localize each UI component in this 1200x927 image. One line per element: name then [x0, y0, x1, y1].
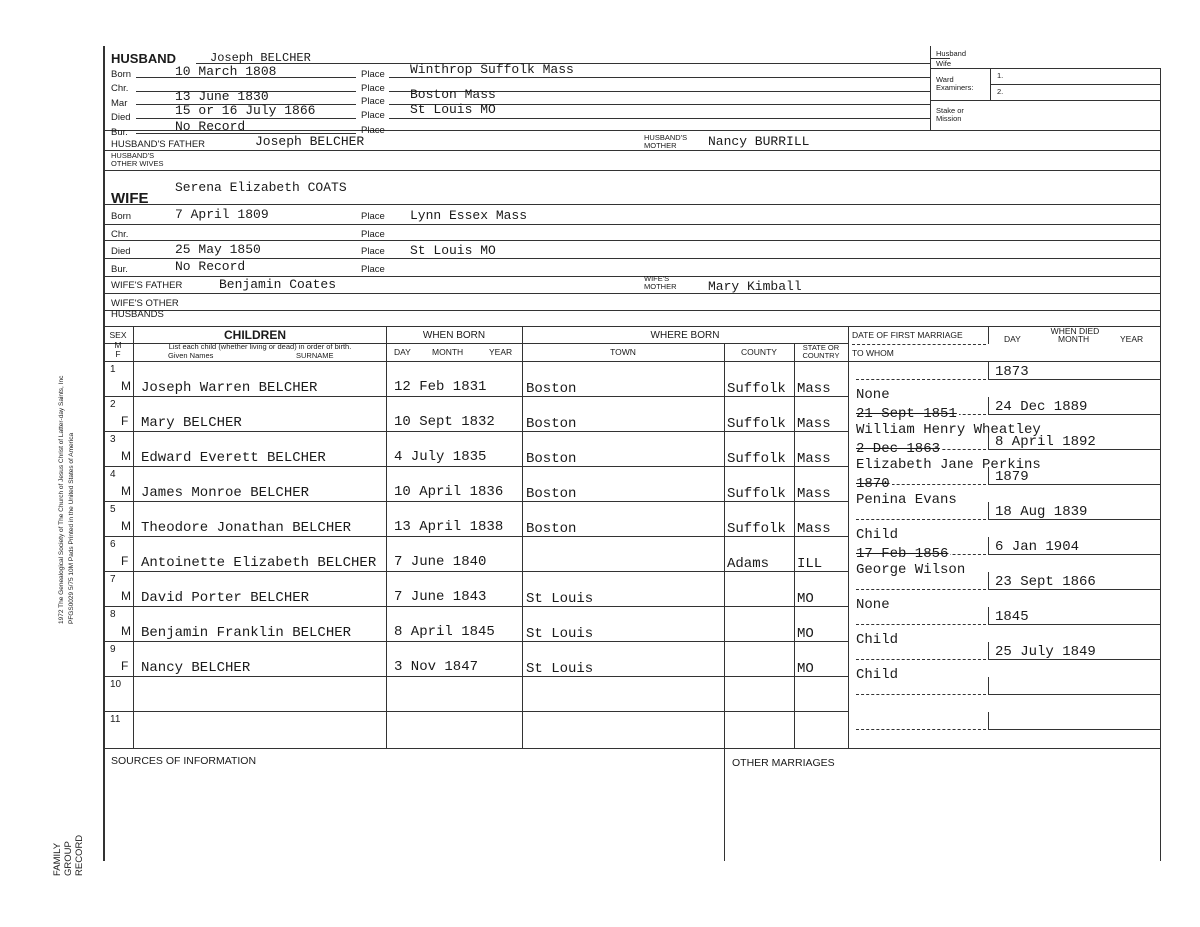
- child-state: Mass: [797, 416, 831, 432]
- box-husband-label: Husband: [936, 49, 967, 58]
- wife-born-label: Born: [111, 211, 132, 222]
- wife-died-place: St Louis MO: [410, 243, 496, 258]
- child-row-divider: [103, 431, 849, 432]
- husband-died: 15 or 16 July 1866: [175, 103, 316, 118]
- husbands-mother-label: HUSBAND'S MOTHER: [644, 133, 688, 150]
- child-state: ILL: [797, 556, 823, 572]
- col-line-sex: [133, 326, 134, 748]
- child-born: 3 Nov 1847: [394, 659, 479, 675]
- wife-line: [103, 240, 1160, 241]
- husband-died-place-label: Place: [361, 110, 385, 121]
- child-born: 8 April 1845: [394, 624, 495, 640]
- frame-right: [1160, 68, 1161, 861]
- wife-line: [103, 310, 1160, 311]
- hdr-sex-m: M: [114, 340, 122, 350]
- hdr-where-born: WHERE BORN: [650, 330, 720, 341]
- wife-bur-place-label: Place: [361, 264, 385, 275]
- wife-died: 25 May 1850: [175, 242, 261, 257]
- wife-bur-label: Bur.: [111, 264, 128, 275]
- wife-name-line: [103, 204, 1160, 205]
- child-name: Joseph Warren BELCHER: [141, 380, 318, 396]
- child-died: 25 July 1849: [995, 644, 1096, 660]
- child-name: Antoinette Elizabeth BELCHER: [141, 555, 377, 571]
- children-header-bottom: [103, 361, 1160, 362]
- child-born: 12 Feb 1831: [394, 379, 487, 395]
- hdr-children-sub: List each child (whether living or dead) in order of birth.: [168, 342, 352, 351]
- box-wife-label: Wife: [936, 59, 951, 68]
- child-number: 4: [110, 469, 116, 480]
- husband-born-place: Winthrop Suffolk Mass: [410, 62, 574, 77]
- child-spouse: George Wilson: [856, 562, 966, 578]
- husband-label: HUSBAND: [111, 51, 176, 66]
- child-name: Edward Everett BELCHER: [141, 450, 326, 466]
- hdr-county: COUNTY: [741, 347, 777, 357]
- child-marriage-line: [856, 624, 986, 625]
- wifes-father: Benjamin Coates: [219, 277, 337, 292]
- wife-line: [103, 258, 1160, 259]
- child-sex: F: [121, 414, 129, 428]
- child-county: Suffolk: [727, 416, 786, 432]
- child-born: 13 April 1838: [394, 519, 504, 535]
- wife-bur: No Record: [175, 259, 246, 274]
- child-marriage-line: [856, 729, 986, 730]
- husbands-father-label: HUSBAND'S FATHER: [111, 139, 206, 150]
- other-wives-line: [103, 170, 1160, 171]
- hdr-sex: SEX: [109, 330, 127, 340]
- other-marriages-label: OTHER MARRIAGES: [732, 757, 835, 769]
- child-died: 6 Jan 1904: [995, 539, 1080, 555]
- child-state: MO: [797, 591, 814, 607]
- sources-label: SOURCES OF INFORMATION: [111, 755, 257, 767]
- husband-born-place-label: Place: [361, 69, 385, 80]
- admin-box-line: [930, 100, 1160, 101]
- child-died-line: [988, 694, 1160, 695]
- child-spouse: Child: [856, 667, 899, 683]
- wife-born-place-label: Place: [361, 211, 385, 222]
- child-state: Mass: [797, 486, 831, 502]
- child-sex: F: [121, 659, 129, 673]
- child-town: St Louis: [526, 591, 594, 607]
- col-line-state: [848, 326, 849, 748]
- child-sex: M: [121, 449, 131, 463]
- child-marriage-line: [856, 694, 986, 695]
- child-died: 18 Aug 1839: [995, 504, 1088, 520]
- child-county: Suffolk: [727, 521, 786, 537]
- admin-box-line: [990, 84, 1160, 85]
- child-number: 11: [110, 714, 121, 725]
- child-row-divider: [103, 641, 849, 642]
- child-number: 1: [110, 364, 116, 375]
- child-number: 10: [110, 679, 122, 690]
- stake-mission-label: Stake or Mission: [936, 106, 964, 123]
- child-state: Mass: [797, 521, 831, 537]
- child-died-box-left: [988, 677, 989, 695]
- husband-born-label: Born: [111, 69, 132, 80]
- child-spouse: Penina Evans: [856, 492, 957, 508]
- wifes-mother-label: WIFE'S MOTHER: [644, 274, 677, 291]
- child-born: 4 July 1835: [394, 449, 487, 465]
- husband-mar-label: Mar: [111, 98, 128, 109]
- hdr-year: YEAR: [489, 347, 513, 357]
- child-state: MO: [797, 661, 814, 677]
- child-sex: M: [121, 484, 131, 498]
- wife-died-label: Died: [111, 246, 131, 257]
- child-name: James Monroe BELCHER: [141, 485, 310, 501]
- child-town: Boston: [526, 521, 577, 537]
- publisher-note: 1972 The Genealogical Society of The Church of Jesus Christ of Latter-day Saints, Inc: [58, 375, 65, 624]
- hdr-marriage-dash: [852, 344, 986, 345]
- child-number: 7: [110, 574, 116, 585]
- child-county: Suffolk: [727, 486, 786, 502]
- child-county: Adams: [727, 556, 770, 572]
- child-county: Suffolk: [727, 451, 786, 467]
- child-died: 1845: [995, 609, 1029, 625]
- child-county: Suffolk: [727, 381, 786, 397]
- child-died: 23 Sept 1866: [995, 574, 1096, 590]
- child-marriage-date: 1870: [856, 476, 890, 492]
- child-number: 2: [110, 399, 116, 410]
- husband-father-line: [103, 150, 1160, 151]
- husband-bur-label: Bur.: [111, 127, 128, 138]
- child-spouse: Child: [856, 632, 899, 648]
- col-line-county: [794, 343, 795, 748]
- husband-bur: No Record: [175, 119, 246, 134]
- child-row-divider: [103, 711, 849, 712]
- child-row-divider: [103, 606, 849, 607]
- child-row-divider: [103, 396, 849, 397]
- child-name: Mary BELCHER: [141, 415, 242, 431]
- child-marriage-line: [856, 659, 986, 660]
- children-top: [103, 326, 1160, 327]
- child-row-divider: [103, 676, 849, 677]
- child-sex: M: [121, 624, 131, 638]
- child-born: 7 June 1840: [394, 554, 487, 570]
- frame-left: [103, 46, 105, 861]
- child-sex: F: [121, 554, 129, 568]
- child-died-box-left: [988, 712, 989, 730]
- col-line-marriage: [988, 326, 989, 344]
- child-died: 1873: [995, 364, 1029, 380]
- husband-section-bottom: [103, 130, 1160, 131]
- child-state: MO: [797, 626, 814, 642]
- child-state: Mass: [797, 451, 831, 467]
- child-died-box-left: [988, 502, 989, 520]
- hdr-died-year: YEAR: [1120, 334, 1144, 344]
- wifes-mother: Mary Kimball: [708, 279, 802, 294]
- child-sex: M: [121, 379, 131, 393]
- husband-mar-place: Boston Mass: [410, 87, 496, 102]
- children-bottom: [103, 748, 1160, 749]
- child-town: St Louis: [526, 661, 594, 677]
- wife-label: WIFE: [111, 190, 149, 207]
- hdr-state: STATE OR COUNTRY: [802, 343, 840, 360]
- child-town: St Louis: [526, 626, 594, 642]
- husbands-mother: Nancy BURRILL: [708, 134, 810, 149]
- wife-name: Serena Elizabeth COATS: [175, 180, 347, 195]
- hdr-month: MONTH: [432, 347, 464, 357]
- wifes-father-label: WIFE'S FATHER: [111, 280, 183, 291]
- child-died-box-left: [988, 397, 989, 415]
- husband-born: 10 March 1808: [175, 64, 277, 79]
- admin-box-line: [930, 68, 1160, 69]
- child-town: Boston: [526, 486, 577, 502]
- child-marriage-line: [856, 589, 986, 590]
- child-died: 1879: [995, 469, 1029, 485]
- child-marriage-date: 17 Feb 1856: [856, 546, 949, 562]
- child-spouse: None: [856, 387, 890, 403]
- col-line-town: [724, 343, 725, 861]
- hdr-sex-f: F: [115, 349, 121, 359]
- wife-line: [103, 293, 1160, 294]
- wife-line: [103, 224, 1160, 225]
- form-title: FAMILY GROUP RECORD: [52, 834, 85, 876]
- child-died-box-left: [988, 362, 989, 380]
- child-spouse: Elizabeth Jane Perkins: [856, 457, 1041, 473]
- child-name: Benjamin Franklin BELCHER: [141, 625, 352, 641]
- wife-died-place-label: Place: [361, 246, 385, 257]
- hdr-first-marriage: DATE OF FIRST MARRIAGE: [852, 330, 963, 340]
- wife-born: 7 April 1809: [175, 207, 269, 222]
- husband-chr-label: Chr.: [111, 83, 129, 94]
- child-number: 9: [110, 644, 116, 655]
- husbands-other-wives-label: HUSBAND'S OTHER WIVES: [111, 151, 164, 168]
- child-marriage-date: 21 Sept 1851: [856, 406, 957, 422]
- husband-mar-place-label: Place: [361, 96, 385, 107]
- hdr-children: CHILDREN: [224, 328, 286, 342]
- hdr-given-names: Given Names: [168, 351, 214, 360]
- child-spouse: None: [856, 597, 890, 613]
- wife-born-place: Lynn Essex Mass: [410, 208, 528, 223]
- child-town: Boston: [526, 381, 577, 397]
- child-born: 7 June 1843: [394, 589, 487, 605]
- hdr-surname: SURNAME: [296, 351, 334, 360]
- husband-died-label: Died: [111, 112, 131, 123]
- husband-chr-place-label: Place: [361, 83, 385, 94]
- child-marriage-line: [856, 379, 986, 380]
- child-number: 6: [110, 539, 116, 550]
- child-spouse: Child: [856, 527, 899, 543]
- hdr-when-died: WHEN DIED: [1050, 326, 1100, 336]
- wife-chr-label: Chr.: [111, 229, 129, 240]
- child-died: 24 Dec 1889: [995, 399, 1088, 415]
- child-died-box-left: [988, 607, 989, 625]
- child-died-box-left: [988, 432, 989, 450]
- child-died-box-left: [988, 467, 989, 485]
- child-born: 10 Sept 1832: [394, 414, 495, 430]
- child-name: Nancy BELCHER: [141, 660, 251, 676]
- child-row-divider: [103, 501, 849, 502]
- husband-mar: 13 June 1830: [175, 89, 269, 104]
- child-name: Theodore Jonathan BELCHER: [141, 520, 352, 536]
- child-died-box-left: [988, 537, 989, 555]
- child-died: 8 April 1892: [995, 434, 1096, 450]
- examiner-1: 1.: [997, 71, 1004, 80]
- child-sex: M: [121, 519, 131, 533]
- wife-chr-place-label: Place: [361, 229, 385, 240]
- child-row-divider: [103, 536, 849, 537]
- ward-examiners-label: Ward Examiners:: [936, 75, 974, 92]
- child-number: 8: [110, 609, 116, 620]
- husband-bur-place-label: Place: [361, 125, 385, 136]
- hdr-town: TOWN: [610, 347, 636, 357]
- child-marriage-date: 2 Dec 1863: [856, 441, 941, 457]
- child-row-divider: [103, 571, 849, 572]
- wifes-other-husbands-label: WIFE'S OTHER HUSBANDS: [111, 298, 179, 320]
- child-died-box-left: [988, 642, 989, 660]
- child-town: Boston: [526, 416, 577, 432]
- hdr-day: DAY: [394, 347, 411, 357]
- col-line-born: [522, 326, 523, 748]
- printing-note: PFGS0029 5/75 10M Pads Printed in the United States of America: [68, 432, 75, 624]
- hdr-when-born: WHEN BORN: [422, 330, 486, 341]
- hdr-to-whom: TO WHOM: [852, 348, 894, 358]
- child-spouse: William Henry Wheatley: [856, 422, 1041, 438]
- child-town: Boston: [526, 451, 577, 467]
- hdr-died-day: DAY: [1004, 334, 1021, 344]
- husband-died-place-line: [389, 118, 930, 119]
- child-state: Mass: [797, 381, 831, 397]
- child-sex: M: [121, 589, 131, 603]
- col-line-name: [386, 326, 387, 748]
- child-number: 3: [110, 434, 116, 445]
- child-name: David Porter BELCHER: [141, 590, 310, 606]
- child-number: 5: [110, 504, 116, 515]
- child-marriage-line: [856, 519, 986, 520]
- husband-name: Joseph BELCHER: [210, 51, 311, 65]
- husbands-father: Joseph BELCHER: [255, 134, 365, 149]
- child-died-box-left: [988, 572, 989, 590]
- hdr-died-month: MONTH: [1058, 334, 1090, 344]
- child-row-divider: [103, 466, 849, 467]
- examiner-2: 2.: [997, 87, 1004, 96]
- husband-died-place: St Louis MO: [410, 102, 496, 117]
- child-born: 10 April 1836: [394, 484, 504, 500]
- child-died-line: [988, 729, 1160, 730]
